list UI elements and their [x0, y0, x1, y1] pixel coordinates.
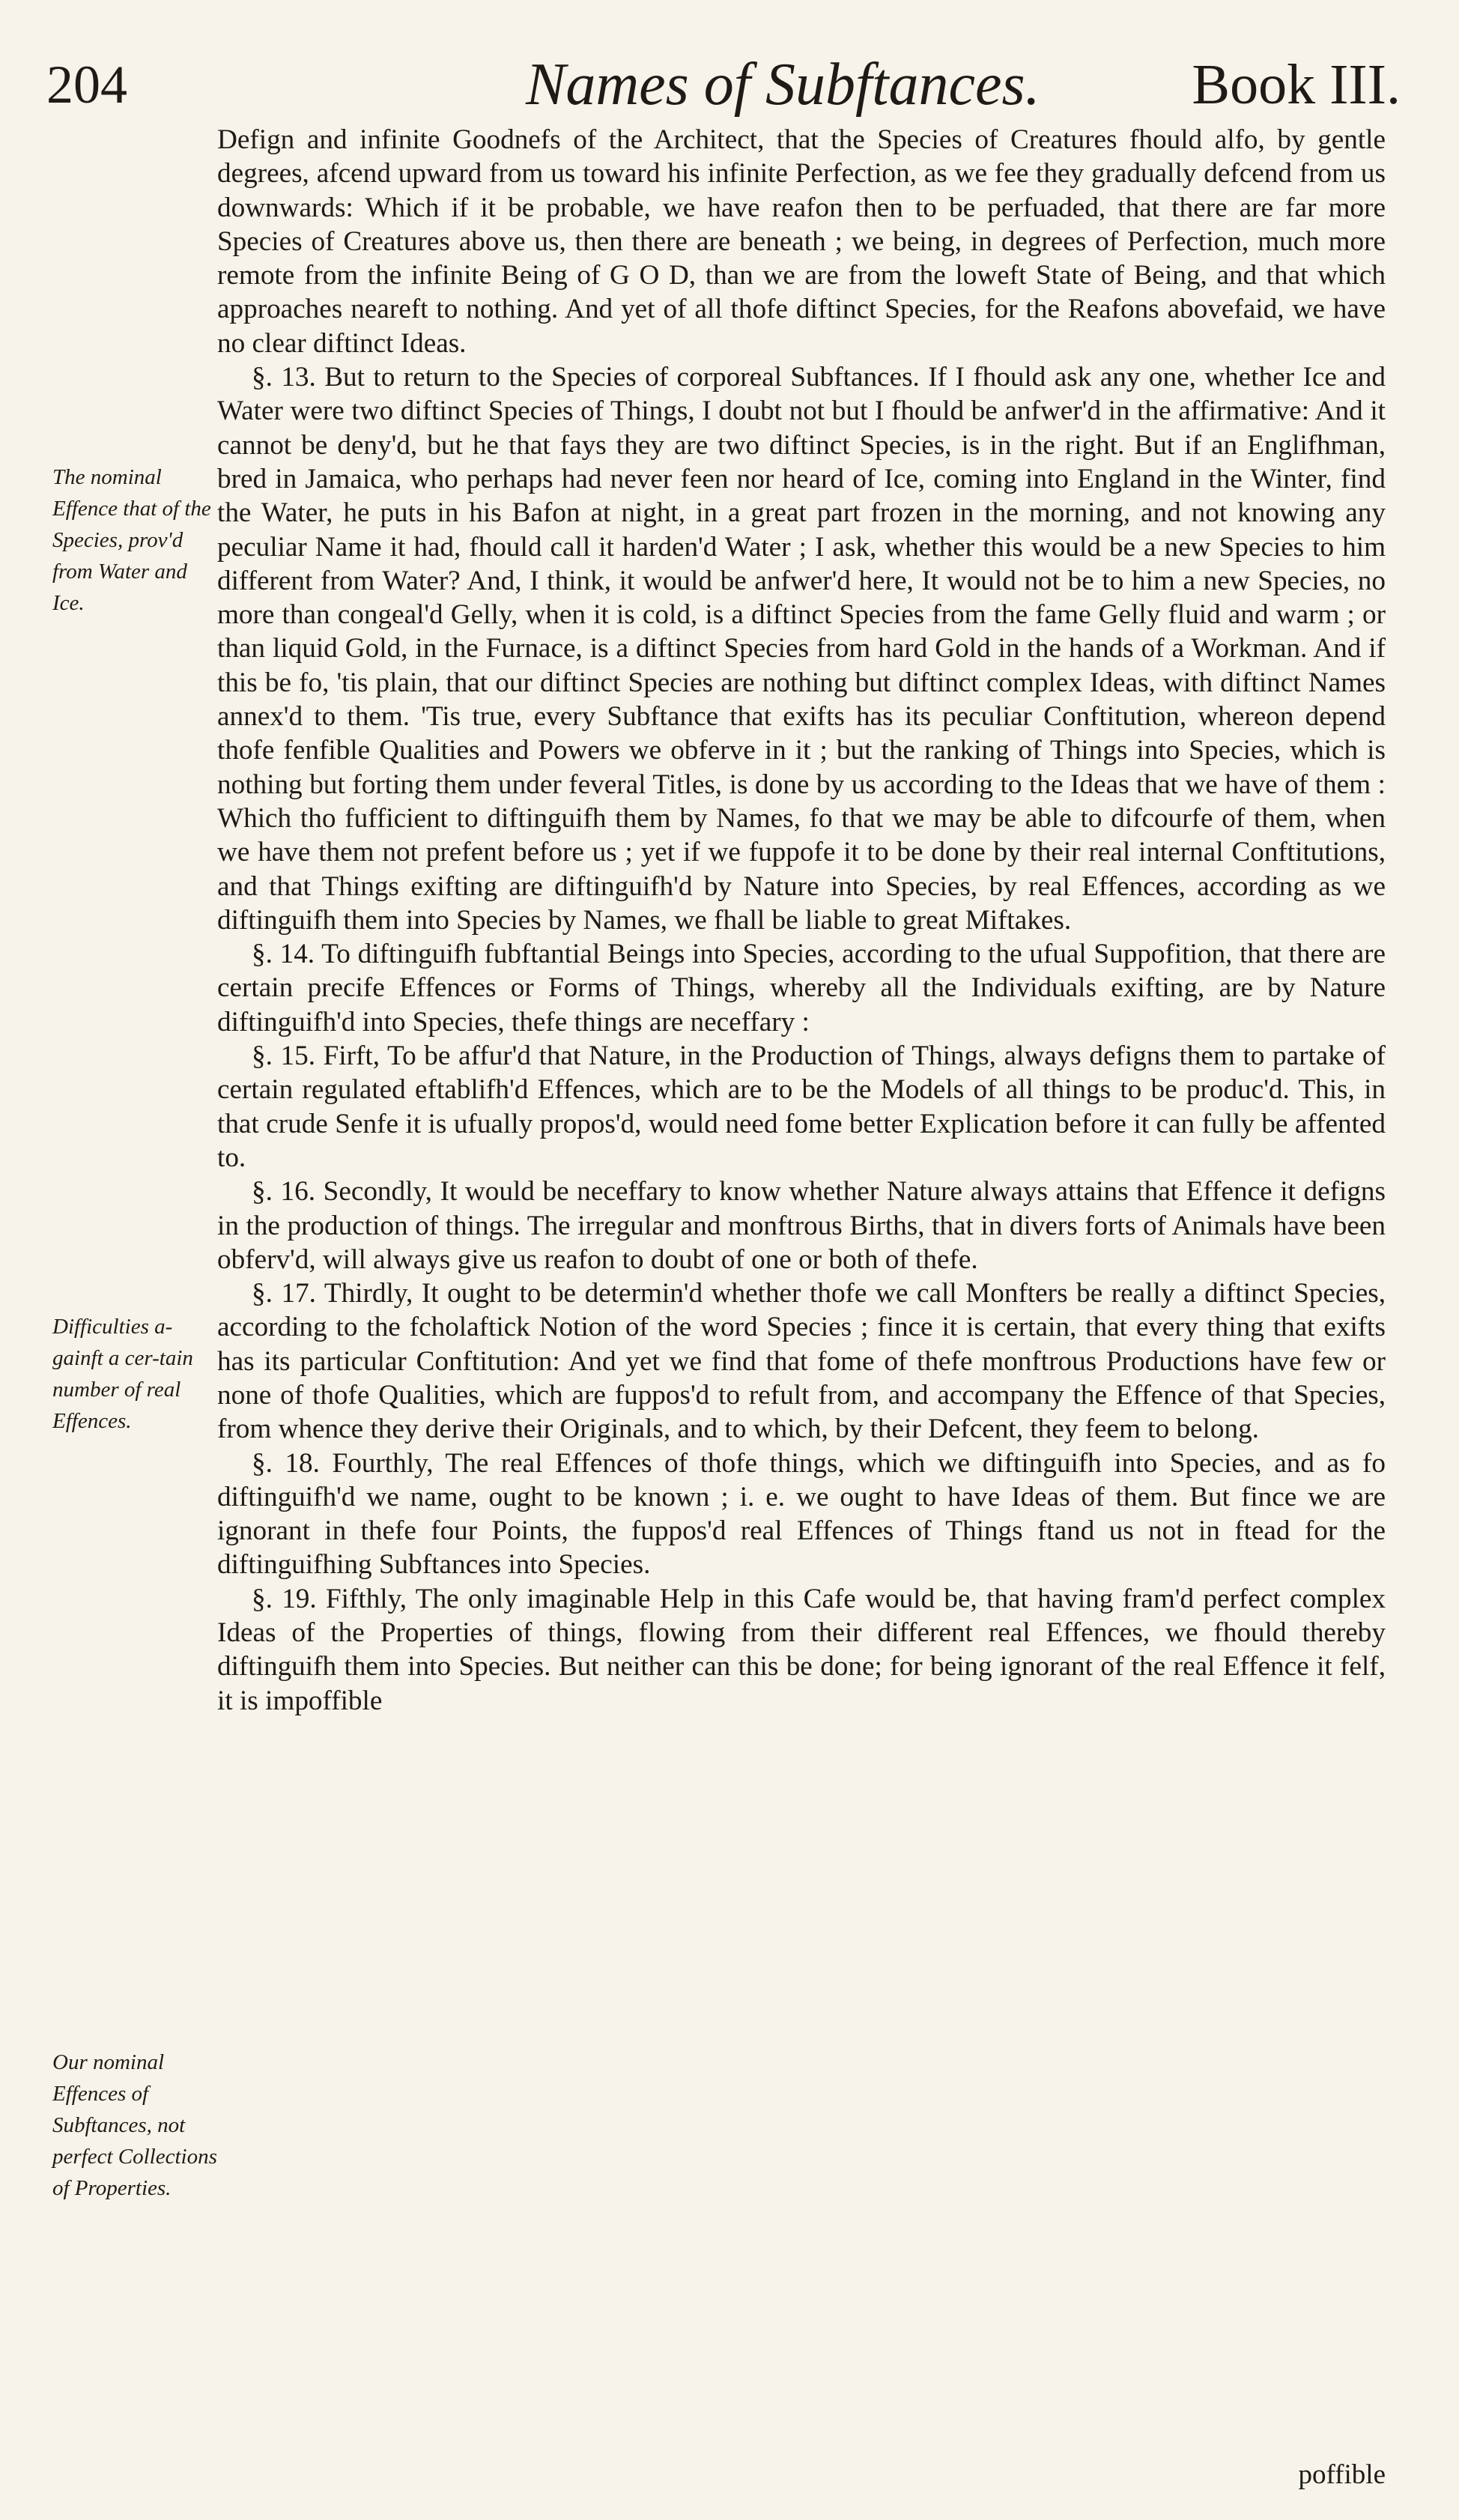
- page-header: [46, 43, 1401, 126]
- paragraph-continuation: Defign and infinite Goodnefs of the Architect, that the Species of Creatures fhould alfo, by gentle degrees, afcend upward from us toward his infinite Perfection, as we fee they gradually defcend from us downwards: Which if it be probable, we have reafon then to be perfuaded, that there are far more Species of Creatures above us, then there are beneath ; we being, in degrees of Perfection, much more remote from the infinite Being of G O D, than we are from the loweft State of Being, and that which approaches neareft to nothing. And yet of all thofe diftinct Species, for the Reafons abovefaid, we have no clear diftinct Ideas.: [217, 124, 1386, 359]
- margin-note-nominal-essence: The nominal Effence that of the Species, prov'd from Water and Ice.: [52, 465, 211, 615]
- paragraph-section-13: §. 13. But to return to the Species of corporeal Subftances. If I fhould ask any one, whether Ice and Water were two diftinct Species of Things, I doubt not but I fhould be anfwer'd in the affirmative: And it cannot be deny'd, but he that fays they are two diftinct Species, is in the right. But if an Englifhman, bred in Jamaica, who perhaps had never feen nor heard of Ice, coming into England in the Winter, find the Water, he puts in his Bafon at night, in a great part frozen in the morning, and not knowing any peculiar Name it had, fhould call it harden'd Water ; I ask, whether this would be a new Species to him different from Water? And, I think, it would be anfwer'd here, It would not be to him a new Species, no more than congeal'd Gelly, when it is cold, is a diftinct Species from the fame Gelly fluid and warm ; or than liquid Gold, in the Furnace, is a diftinct Species from hard Gold in the hands of a Workman. And if this be fo, 'tis plain, that our diftinct Species are nothing but diftinct complex Ideas, with diftinct Names annex'd to them. 'Tis true, every Subftance that exifts has its peculiar Conftitution, whereon depend thofe fenfible Qualities and Powers we obferve in it ; but the ranking of Things into Species, which is nothing but forting them under feveral Titles, is done by us according to the Ideas that we have of them : Which tho fufficient to diftinguifh them by Names, fo that we may be able to difcourfe of them, when we have them not prefent before us ; yet if we fuppofe it to be done by their real internal Conftitutions, and that Things exifting are diftinguifh'd by Nature into Species, by real Effences, according as we diftinguifh them into Species by Names, we fhall be liable to great Miftakes.: [217, 362, 1386, 936]
- paragraph-section-15: §. 15. Firft, To be affur'd that Nature, in the Production of Things, always defigns them to partake of certain regulated eftablifh'd Effences, which are to be the Models of all things to be produc'd. This, in that crude Senfe it is ufually propos'd, would need fome better Explication before it can fully be affented to.: [217, 1041, 1386, 1173]
- margin-note-nominal-essences: Our nominal Effences of Subftances, not perfect Collections of Properties.: [52, 2050, 217, 2200]
- paragraph-section-14: §. 14. To diftinguifh fubftantial Beings into Species, according to the ufual Suppofition, that there are certain precife Effences or Forms of Things, whereby all the Individuals exifting, are by Nature diftinguifh'd into Species, thefe things are neceffary :: [217, 939, 1386, 1038]
- body-text: [217, 123, 1386, 1718]
- paragraph-section-18: §. 18. Fourthly, The real Effences of thofe things, which we diftinguifh into Species, and as fo diftinguifh'd we name, ought to be known ; i. e. we ought to have Ideas of them. But fince we are ignorant in thefe four Points, the fuppos'd real Effences of Things ftand us not in ftead for the diftinguifhing Subftances into Species.: [217, 1447, 1386, 1581]
- page-number: 204: [46, 55, 127, 115]
- paragraph-section-16: §. 16. Secondly, It would be neceffary to know whether Nature always attains that Effence it defigns in the production of things. The irregular and monftrous Births, that in divers forts of Animals have been obferv'd, will always give us reafon to doubt of one or both of thefe.: [217, 1176, 1386, 1275]
- book-label: Book III.: [1192, 53, 1401, 116]
- paragraph-section-17: §. 17. Thirdly, It ought to be determin'd whether thofe we call Monfters be really a diftinct Species, according to the fcholaftick Notion of the word Species ; fince it is certain, that every thing that exifts has its particular Conftitution: And yet we find that fome of thefe monftrous Productions have few or none of thofe Qualities, which are fuppos'd to refult from, and accompany the Effence of that Species, from whence they derive their Originals, and to which, by their Defcent, they feem to belong.: [217, 1278, 1386, 1445]
- paragraph-section-19: §. 19. Fifthly, The only imaginable Help in this Cafe would be, that having fram'd perfect complex Ideas of the Properties of things, flowing from their different real Effences, we fhould thereby diftinguifh them into Species. But neither can this be done; for being ignorant of the real Effence it felf, it is impoffible: [217, 1583, 1386, 1716]
- catchword: poffible: [1298, 2459, 1386, 2490]
- margin-note-difficulties: Difficulties a-gainft a cer-tain number of real Effences.: [52, 1315, 193, 1433]
- running-title: Names of Subftances.: [526, 52, 1040, 118]
